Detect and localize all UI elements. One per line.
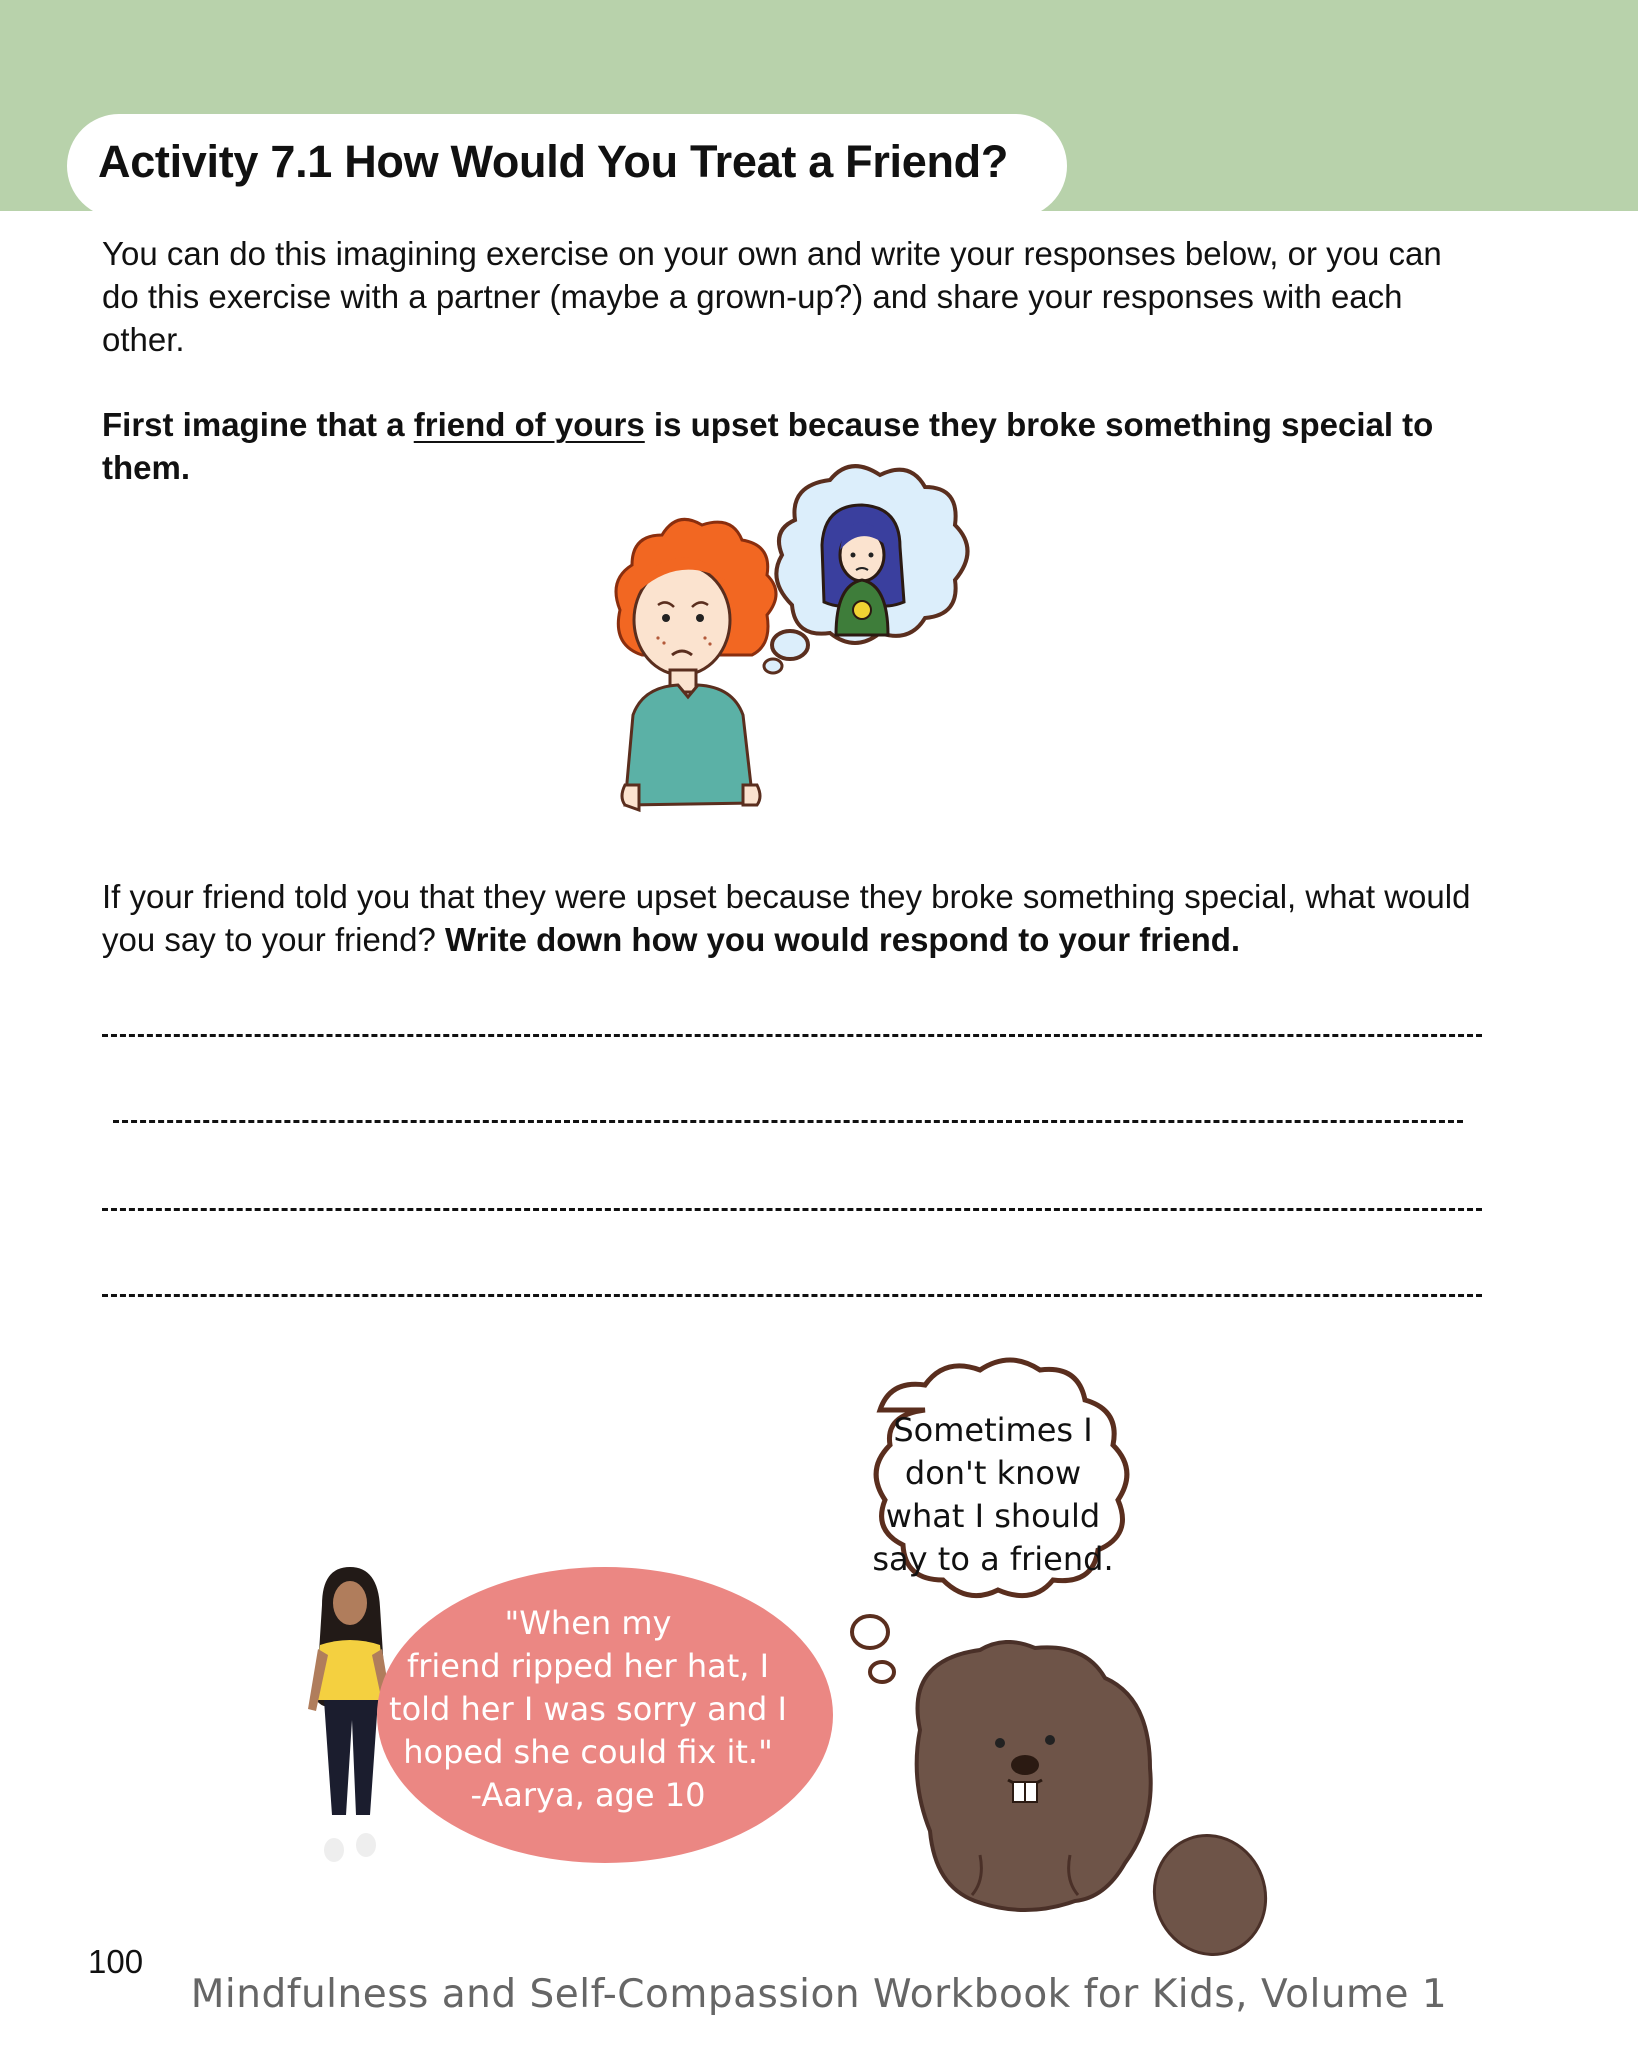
question-bold: Write down how you would respond to your friend. — [445, 921, 1241, 958]
page-number: 100 — [88, 1943, 144, 1980]
sad-boy-illustration — [600, 460, 980, 850]
answer-line-3[interactable] — [102, 1208, 1482, 1211]
footer-book-title: Mindfulness and Self-Compassion Workbook for Kids, Volume 1 — [190, 1972, 1448, 2017]
activity-title: Activity 7.1 How Would You Treat a Friend? — [98, 136, 1009, 187]
question-paragraph — [102, 875, 1502, 961]
answer-line-2[interactable] — [113, 1120, 1463, 1123]
answer-line-1[interactable] — [102, 1034, 1482, 1037]
beaver-illustration — [880, 1640, 1280, 1980]
intro-paragraph: You can do this imagining exercise on your own and write your responses below, or you can do this exercise with a partner (maybe a grown-up?) and share your responses with each other. — [102, 235, 1442, 358]
instruction-pre: First imagine that a — [102, 406, 414, 443]
quote-text: "When my friend ripped her hat, I told her I was sorry and I hoped she could fix it." -Aarya, age 10 — [389, 1604, 787, 1814]
instruction-underlined: friend of yours — [413, 406, 645, 443]
instruction-post: is upset because they broke something special to them. — [102, 406, 1434, 486]
answer-line-4[interactable] — [102, 1294, 1482, 1297]
beaver-thought-text: Sometimes I don't know what I should say to a friend. — [872, 1411, 1114, 1578]
question-text: If your friend told you that they were upset because they broke something special, what would you say to your friend? — [102, 878, 1471, 958]
